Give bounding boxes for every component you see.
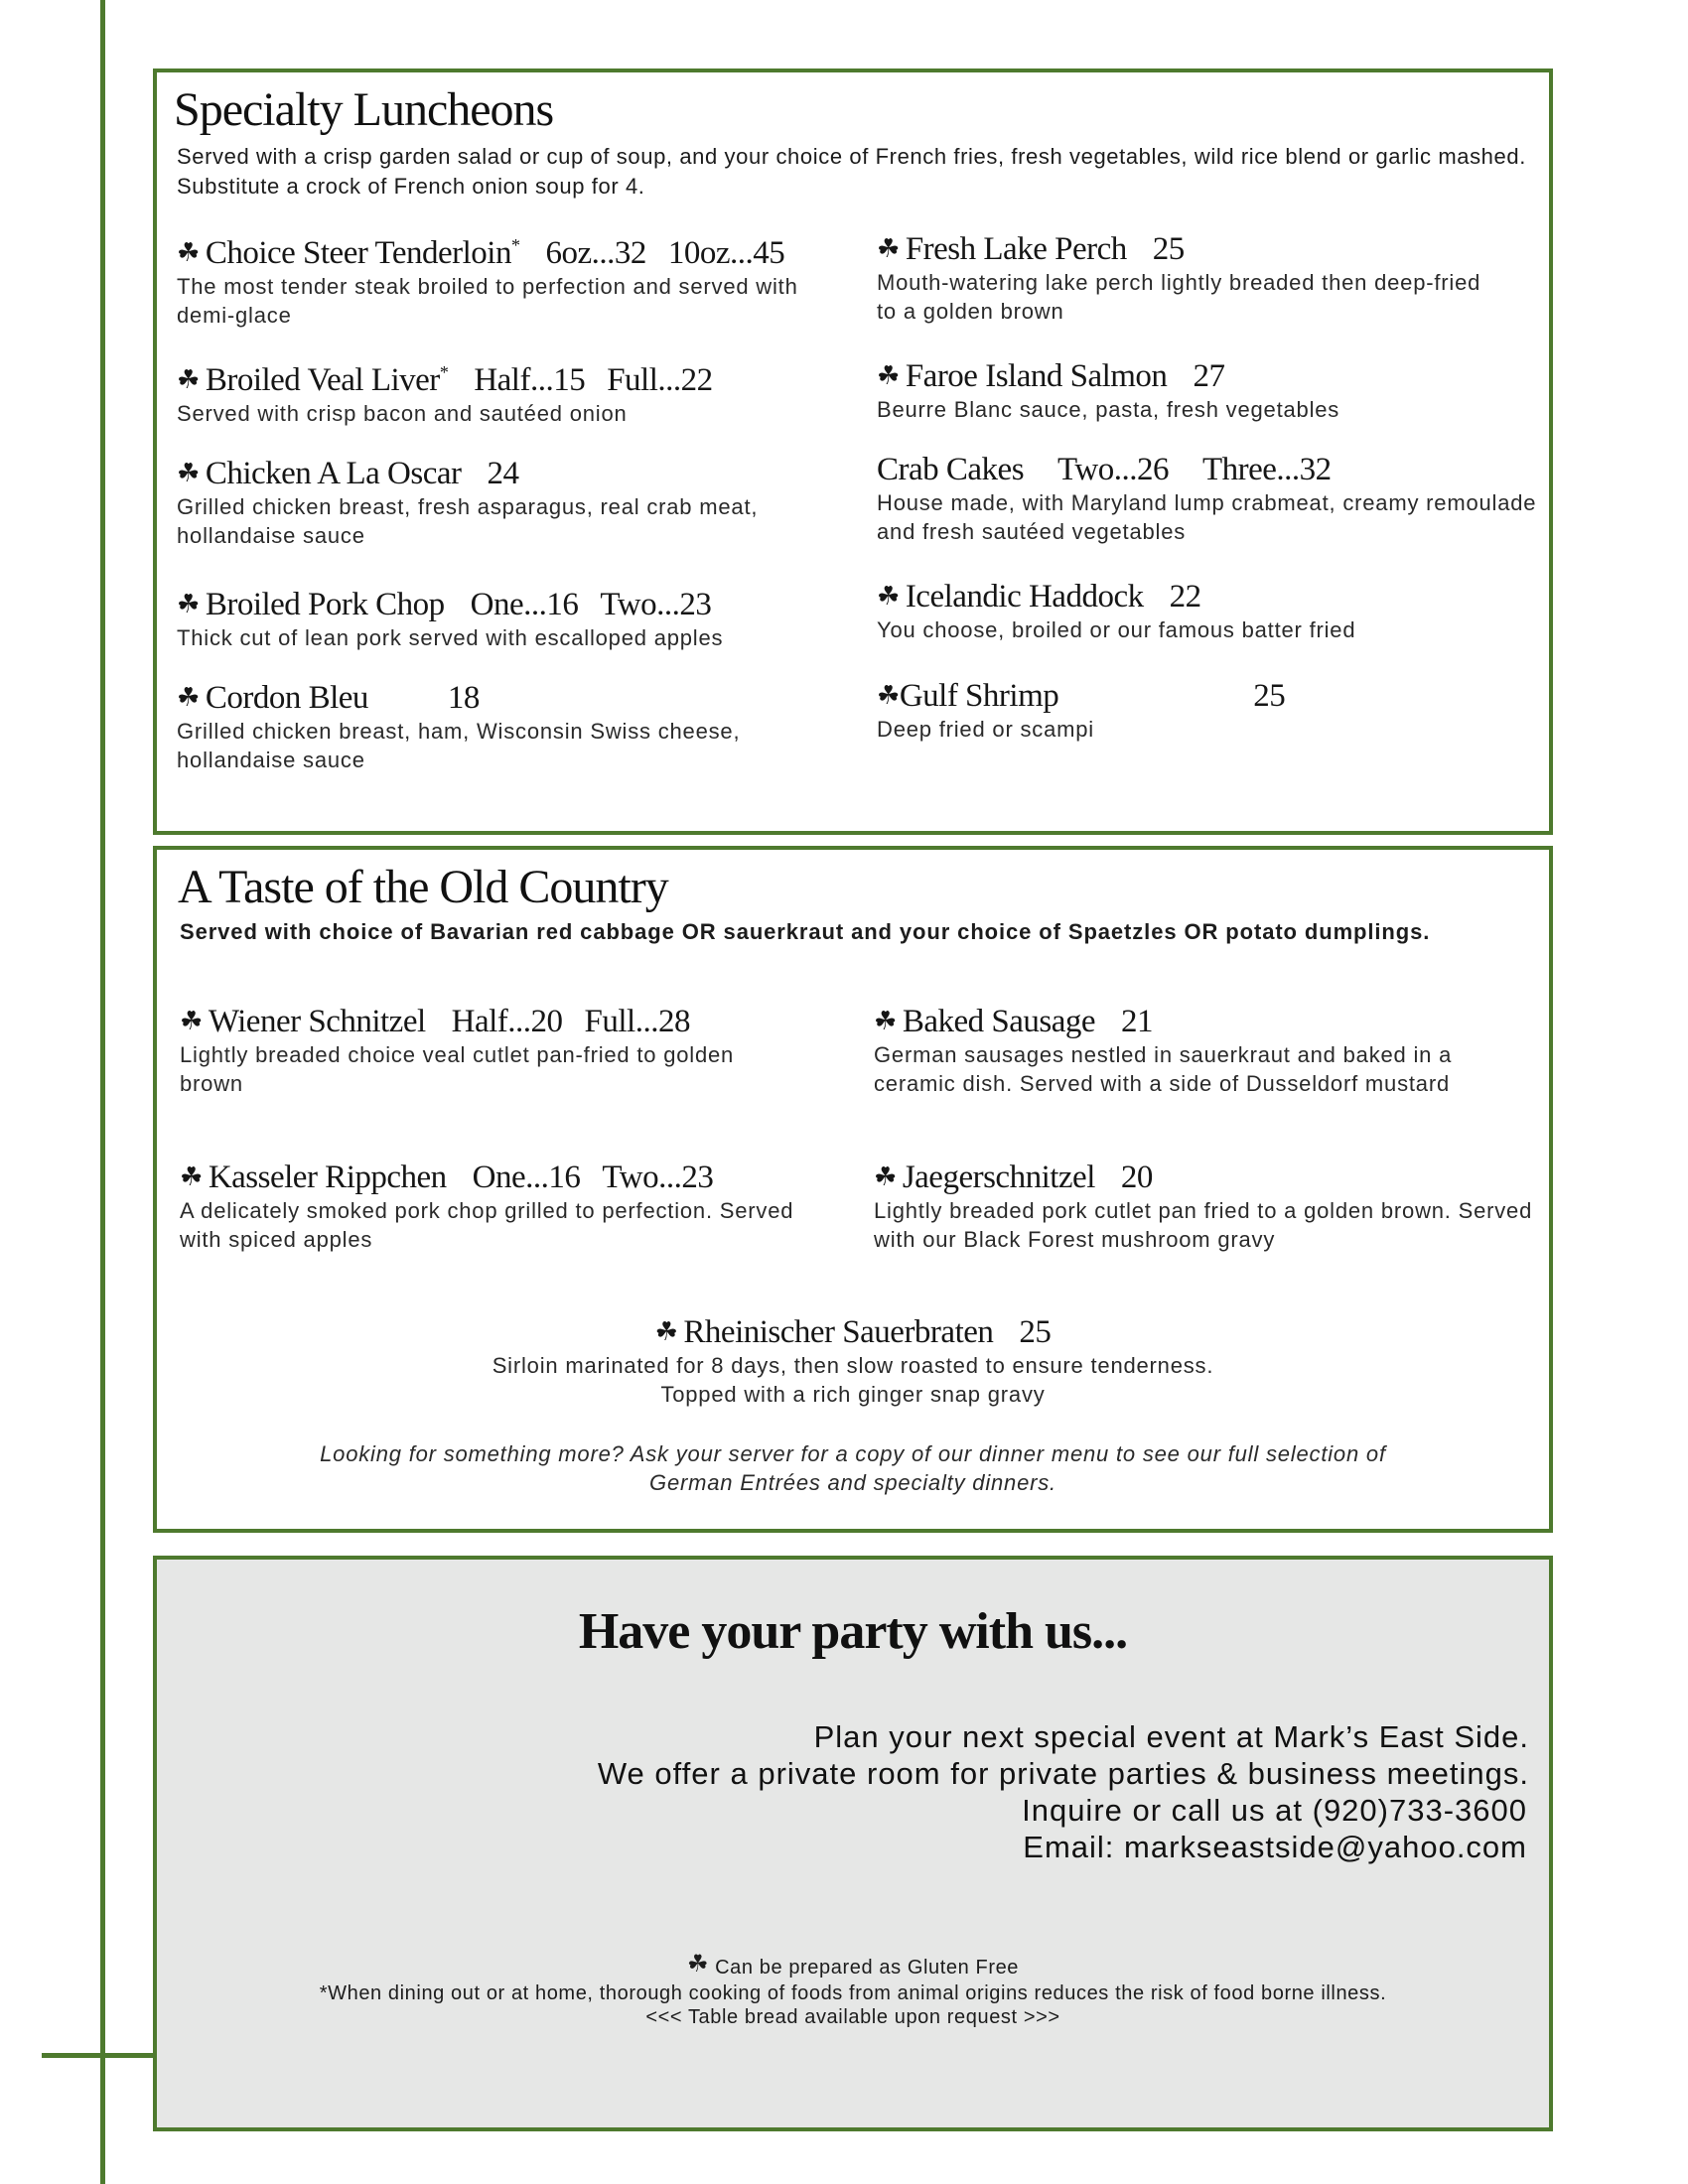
section-intro: Served with a crisp garden salad or cup of soup, and your choice of French fries, fresh vegetables, wild rice blend or garlic mashed. Substitute a crock of French onion soup for 4.: [177, 144, 1526, 199]
clover-icon: ☘: [654, 1317, 678, 1346]
item-description: Thick cut of lean pork served with escalloped apples: [177, 625, 724, 650]
item-price: Two...23: [600, 587, 712, 622]
item-price: 6oz...32: [545, 235, 646, 271]
item-description: You choose, broiled or our famous batter fried: [877, 617, 1356, 642]
item-name: Gulf Shrimp: [899, 678, 1059, 714]
dinner-menu-note: [157, 1439, 1549, 1497]
item-price: Half...20: [451, 1004, 563, 1039]
clover-icon: ☘: [874, 1162, 897, 1191]
party-line: Plan your next special event at Mark’s East Side.: [813, 1719, 1529, 1754]
menu-item: [877, 231, 1532, 326]
item-price: 18: [447, 680, 480, 716]
menu-item: [874, 1160, 1534, 1254]
raw-warning-mark: *: [439, 362, 449, 382]
clover-icon: ☘: [877, 681, 900, 710]
clover-icon: ☘: [877, 582, 900, 611]
clover-icon: ☘: [177, 365, 200, 394]
item-description: Beurre Blanc sauce, pasta, fresh vegetables: [877, 397, 1340, 422]
item-name: Cordon Bleu: [205, 680, 368, 716]
item-name: Jaegerschnitzel: [902, 1160, 1095, 1195]
item-description: Lightly breaded pork cutlet pan fried to a golden brown. Served with our Black Forest mushroom gravy: [874, 1198, 1533, 1252]
clover-icon: ☘: [180, 1007, 203, 1035]
item-name: Kasseler Rippchen: [208, 1160, 447, 1195]
item-price: 27: [1193, 358, 1225, 394]
item-price: Full...28: [584, 1004, 690, 1039]
item-price: 25: [1019, 1314, 1052, 1350]
menu-item: [180, 1160, 835, 1254]
item-description: Deep fried or scampi: [877, 717, 1094, 742]
specialty-luncheons-section: [153, 68, 1553, 835]
item-price: One...16: [472, 1160, 581, 1195]
item-name: Broiled Pork Chop: [205, 587, 445, 622]
item-description: The most tender steak broiled to perfection and served with demi-glace: [177, 274, 798, 328]
party-line: We offer a private room for private parties & business meetings.: [597, 1756, 1529, 1791]
item-description: A delicately smoked pork chop grilled to perfection. Served with spiced apples: [180, 1198, 794, 1252]
item-name: Choice Steer Tenderloin: [205, 235, 511, 271]
item-name: Wiener Schnitzel: [208, 1004, 426, 1039]
item-price: Two...23: [602, 1160, 714, 1195]
menu-item: [877, 358, 1532, 424]
gluten-free-note: Can be prepared as Gluten Free: [715, 1957, 1020, 1979]
clover-icon: ☘: [877, 361, 900, 390]
item-price: 24: [487, 456, 519, 491]
item-name: Broiled Veal Liver: [205, 362, 440, 398]
item-name: Rheinischer Sauerbraten: [683, 1314, 994, 1350]
item-price: Three...32: [1201, 452, 1332, 487]
raw-warning-mark: *: [510, 235, 520, 255]
clover-icon: ☘: [177, 590, 200, 618]
clover-icon: ☘: [877, 234, 900, 263]
clover-icon: ☘: [177, 683, 200, 712]
clover-icon: ☘: [874, 1007, 897, 1035]
item-description: Sirloin marinated for 8 days, then slow roasted to ensure tenderness.: [492, 1353, 1214, 1378]
left-green-rule: [100, 0, 105, 2184]
item-description: German sausages nestled in sauerkraut and baked in a ceramic dish. Served with a side of Dusseldorf mustard: [874, 1042, 1453, 1096]
item-name: Crab Cakes: [877, 452, 1025, 487]
item-description: Served with crisp bacon and sautéed onion: [177, 401, 628, 426]
item-description: Topped with a rich ginger snap gravy: [660, 1382, 1046, 1407]
menu-item: [877, 452, 1537, 546]
food-safety-warning: *When dining out or at home, thorough cooking of foods from animal origins reduces the risk of food borne illness.: [319, 1982, 1387, 2004]
item-name: Fresh Lake Perch: [905, 231, 1127, 267]
old-country-section: [153, 846, 1553, 1533]
phone-line: Inquire or call us at (920)733-3600: [1022, 1793, 1527, 1828]
menu-item: [177, 587, 852, 652]
party-title: Have your party with us...: [578, 1603, 1128, 1660]
item-price: 20: [1120, 1160, 1153, 1195]
menu-item: [877, 579, 1532, 644]
item-description: Grilled chicken breast, ham, Wisconsin Swiss cheese, hollandaise sauce: [177, 719, 741, 772]
section-title: A Taste of the Old Country: [178, 861, 668, 913]
menu-item: [177, 235, 852, 330]
clover-icon: ☘: [180, 1162, 203, 1191]
section-intro: Served with choice of Bavarian red cabbage OR sauerkraut and your choice of Spaetzles OR potato dumplings.: [180, 919, 1431, 944]
item-price: 25: [1152, 231, 1185, 267]
item-name: Faroe Island Salmon: [905, 358, 1168, 394]
item-description: Mouth-watering lake perch lightly breaded then deep-fried to a golden brown: [877, 270, 1481, 324]
item-price: 22: [1169, 579, 1201, 614]
item-price: Two...26: [1057, 452, 1169, 487]
item-price: 25: [1253, 678, 1286, 714]
item-price: One...16: [470, 587, 579, 622]
menu-item: [177, 362, 852, 428]
party-contact: [598, 1718, 1529, 1865]
item-description: House made, with Maryland lump crabmeat, creamy remoulade and fresh sautéed vegetables: [877, 490, 1537, 544]
party-section: [153, 1556, 1553, 2131]
item-name: Icelandic Haddock: [905, 579, 1144, 614]
note-line: Looking for something more? Ask your server for a copy of our dinner menu to see our full selection of: [320, 1441, 1386, 1466]
bread-note: <<< Table bread available upon request >>>: [645, 2006, 1060, 2028]
item-description: Lightly breaded choice veal cutlet pan-fried to golden brown: [180, 1042, 735, 1096]
item-price: Full...22: [607, 362, 713, 398]
menu-item: [177, 680, 852, 774]
clover-icon: ☘: [686, 1951, 710, 1978]
menu-item: [877, 678, 1532, 744]
item-name: Baked Sausage: [902, 1004, 1096, 1039]
menu-item: [177, 456, 852, 550]
item-price: 21: [1121, 1004, 1154, 1039]
menu-footer: [157, 1952, 1549, 2028]
clover-icon: ☘: [177, 459, 200, 487]
item-price: 10oz...45: [667, 235, 785, 271]
item-price: Half...15: [474, 362, 586, 398]
item-name: Chicken A La Oscar: [205, 456, 462, 491]
email-line: Email: markseastside@yahoo.com: [1023, 1830, 1527, 1864]
item-description: Grilled chicken breast, fresh asparagus, real crab meat, hollandaise sauce: [177, 494, 759, 548]
menu-item: [874, 1004, 1534, 1098]
section-title: Specialty Luncheons: [174, 83, 554, 136]
menu-item: [180, 1004, 835, 1098]
menu-item: [157, 1314, 1549, 1409]
note-line: German Entrées and specialty dinners.: [649, 1470, 1056, 1495]
clover-icon: ☘: [177, 238, 200, 267]
